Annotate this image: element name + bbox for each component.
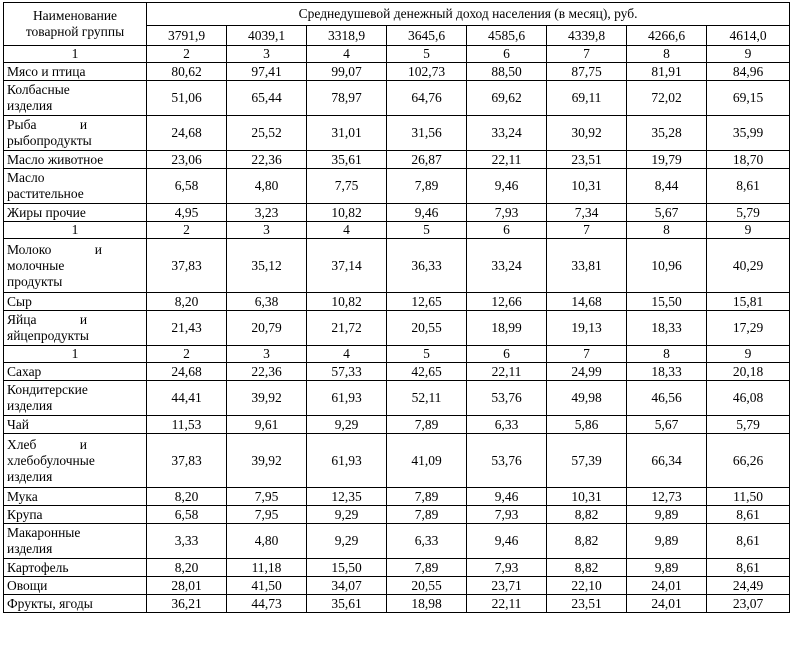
column-index-cell: 8 [627,46,707,63]
value-cell: 17,29 [707,311,790,346]
product-group-name: Молоко и молочные продукты [4,239,147,293]
product-group-name: Кондитерские изделия [4,381,147,416]
value-cell: 8,61 [707,169,790,204]
value-cell: 6,33 [387,524,467,559]
value-cell: 9,46 [467,488,547,506]
value-cell: 24,49 [707,577,790,595]
table-row [4,151,790,169]
value-cell: 7,89 [387,169,467,204]
value-cell: 18,33 [627,363,707,381]
value-cell: 40,29 [707,239,790,293]
value-cell: 11,53 [147,416,227,434]
product-group-name: Мука [4,488,147,506]
table-row [4,63,790,81]
value-cell: 10,31 [547,169,627,204]
value-cell: 3,23 [227,204,307,222]
column-index-cell: 4 [307,222,387,239]
value-cell: 12,35 [307,488,387,506]
value-cell: 8,82 [547,524,627,559]
column-index-cell: 8 [627,222,707,239]
value-cell: 39,92 [227,381,307,416]
column-index-cell: 6 [467,222,547,239]
value-cell: 41,09 [387,434,467,488]
value-cell: 7,93 [467,506,547,524]
value-cell: 23,06 [147,151,227,169]
value-cell: 8,61 [707,559,790,577]
value-cell: 22,11 [467,595,547,613]
value-cell: 26,87 [387,151,467,169]
product-group-name: Сыр [4,293,147,311]
value-cell: 97,41 [227,63,307,81]
column-index-cell: 2 [147,222,227,239]
value-cell: 8,44 [627,169,707,204]
value-cell: 34,07 [307,577,387,595]
value-cell: 46,56 [627,381,707,416]
value-cell: 9,46 [467,169,547,204]
value-cell: 19,13 [547,311,627,346]
column-index-row [4,46,790,63]
income-header: 3791,9 [147,26,227,46]
value-cell: 33,24 [467,239,547,293]
column-index-cell: 4 [307,346,387,363]
value-cell: 31,01 [307,116,387,151]
value-cell: 18,99 [467,311,547,346]
value-cell: 35,99 [707,116,790,151]
column-index-cell: 1 [4,222,147,239]
value-cell: 24,68 [147,363,227,381]
product-group-name: Картофель [4,559,147,577]
value-cell: 61,93 [307,381,387,416]
column-index-row [4,346,790,363]
value-cell: 11,50 [707,488,790,506]
value-cell: 22,36 [227,151,307,169]
value-cell: 35,28 [627,116,707,151]
product-group-name: Масло животное [4,151,147,169]
table-row [4,506,790,524]
value-cell: 12,73 [627,488,707,506]
column-index-cell: 7 [547,46,627,63]
product-group-name: Жиры прочие [4,204,147,222]
value-cell: 69,15 [707,81,790,116]
value-cell: 18,98 [387,595,467,613]
product-group-name: Сахар [4,363,147,381]
value-cell: 31,56 [387,116,467,151]
value-cell: 69,11 [547,81,627,116]
value-cell: 23,07 [707,595,790,613]
value-cell: 33,81 [547,239,627,293]
value-cell: 69,62 [467,81,547,116]
column-index-cell: 9 [707,222,790,239]
column-index-cell: 8 [627,346,707,363]
value-cell: 5,86 [547,416,627,434]
value-cell: 7,89 [387,559,467,577]
value-cell: 4,95 [147,204,227,222]
value-cell: 87,75 [547,63,627,81]
column-index-cell: 1 [4,46,147,63]
value-cell: 66,34 [627,434,707,488]
group-header-line1: Наименование [32,8,118,23]
value-cell: 21,72 [307,311,387,346]
value-cell: 72,02 [627,81,707,116]
table-row [4,416,790,434]
value-cell: 36,21 [147,595,227,613]
value-cell: 9,89 [627,506,707,524]
value-cell: 9,29 [307,524,387,559]
value-cell: 9,61 [227,416,307,434]
value-cell: 15,50 [627,293,707,311]
value-cell: 24,68 [147,116,227,151]
value-cell: 52,11 [387,381,467,416]
value-cell: 53,76 [467,381,547,416]
column-index-cell: 9 [707,346,790,363]
product-group-name: Масло растительное [4,169,147,204]
value-cell: 6,58 [147,506,227,524]
product-group-name: Мясо и птица [4,63,147,81]
column-index-cell: 3 [227,46,307,63]
value-cell: 10,82 [307,293,387,311]
value-cell: 6,33 [467,416,547,434]
table-row [4,239,790,293]
product-group-name: Крупа [4,506,147,524]
income-header: 4585,6 [467,26,547,46]
value-cell: 7,93 [467,204,547,222]
value-cell: 8,82 [547,506,627,524]
value-cell: 8,61 [707,506,790,524]
value-cell: 20,18 [707,363,790,381]
value-cell: 24,99 [547,363,627,381]
value-cell: 8,20 [147,488,227,506]
column-index-cell: 2 [147,346,227,363]
value-cell: 42,65 [387,363,467,381]
value-cell: 39,92 [227,434,307,488]
income-header: 4266,6 [627,26,707,46]
value-cell: 9,29 [307,506,387,524]
value-cell: 23,51 [547,151,627,169]
value-cell: 15,81 [707,293,790,311]
consumption-table [3,2,790,613]
column-index-cell: 6 [467,346,547,363]
value-cell: 7,89 [387,416,467,434]
value-cell: 7,89 [387,488,467,506]
product-group-name: Колбасные изделия [4,81,147,116]
value-cell: 11,18 [227,559,307,577]
value-cell: 23,71 [467,577,547,595]
value-cell: 14,68 [547,293,627,311]
value-cell: 22,10 [547,577,627,595]
value-cell: 84,96 [707,63,790,81]
value-cell: 10,82 [307,204,387,222]
value-cell: 41,50 [227,577,307,595]
value-cell: 37,14 [307,239,387,293]
value-cell: 33,24 [467,116,547,151]
value-cell: 65,44 [227,81,307,116]
table-row [4,363,790,381]
value-cell: 53,76 [467,434,547,488]
value-cell: 4,80 [227,524,307,559]
income-header: 3318,9 [307,26,387,46]
value-cell: 78,97 [307,81,387,116]
value-cell: 57,33 [307,363,387,381]
table-row [4,116,790,151]
value-cell: 3,33 [147,524,227,559]
product-group-name: Макаронные изделия [4,524,147,559]
value-cell: 20,55 [387,311,467,346]
value-cell: 9,46 [387,204,467,222]
value-cell: 20,79 [227,311,307,346]
product-group-name: Яйца и яйцепродукты [4,311,147,346]
column-index-cell: 5 [387,46,467,63]
product-group-name: Хлеб и хлебобулочные изделия [4,434,147,488]
product-group-name: Фрукты, ягоды [4,595,147,613]
value-cell: 5,67 [627,204,707,222]
column-index-cell: 5 [387,346,467,363]
value-cell: 24,01 [627,577,707,595]
value-cell: 20,55 [387,577,467,595]
value-cell: 61,93 [307,434,387,488]
value-cell: 102,73 [387,63,467,81]
value-cell: 36,33 [387,239,467,293]
value-cell: 37,83 [147,239,227,293]
value-cell: 7,95 [227,488,307,506]
table-body [4,46,790,613]
column-index-cell: 5 [387,222,467,239]
column-index-cell: 3 [227,222,307,239]
value-cell: 35,61 [307,595,387,613]
value-cell: 88,50 [467,63,547,81]
column-index-cell: 2 [147,46,227,63]
table-row [4,311,790,346]
value-cell: 57,39 [547,434,627,488]
table-row [4,81,790,116]
income-header: 4614,0 [707,26,790,46]
value-cell: 8,61 [707,524,790,559]
value-cell: 28,01 [147,577,227,595]
value-cell: 9,89 [627,559,707,577]
table-row [4,488,790,506]
value-cell: 8,20 [147,559,227,577]
value-cell: 99,07 [307,63,387,81]
column-index-cell: 9 [707,46,790,63]
value-cell: 4,80 [227,169,307,204]
value-cell: 64,76 [387,81,467,116]
value-cell: 6,38 [227,293,307,311]
column-index-cell: 7 [547,346,627,363]
income-header: 4039,1 [227,26,307,46]
value-cell: 9,89 [627,524,707,559]
value-cell: 37,83 [147,434,227,488]
value-cell: 7,93 [467,559,547,577]
value-cell: 44,41 [147,381,227,416]
value-cell: 35,12 [227,239,307,293]
value-cell: 18,33 [627,311,707,346]
column-index-row [4,222,790,239]
column-index-cell: 3 [227,346,307,363]
value-cell: 7,34 [547,204,627,222]
value-cell: 5,79 [707,416,790,434]
value-cell: 5,67 [627,416,707,434]
value-cell: 19,79 [627,151,707,169]
value-cell: 7,75 [307,169,387,204]
value-cell: 9,46 [467,524,547,559]
value-cell: 51,06 [147,81,227,116]
table-row [4,524,790,559]
value-cell: 12,66 [467,293,547,311]
value-cell: 15,50 [307,559,387,577]
value-cell: 30,92 [547,116,627,151]
income-caption: Среднедушевой денежный доход населения (в месяц), руб. [147,3,790,26]
value-cell: 18,70 [707,151,790,169]
value-cell: 46,08 [707,381,790,416]
group-column-header [4,3,147,46]
value-cell: 8,82 [547,559,627,577]
value-cell: 80,62 [147,63,227,81]
value-cell: 5,79 [707,204,790,222]
value-cell: 66,26 [707,434,790,488]
value-cell: 10,96 [627,239,707,293]
value-cell: 8,20 [147,293,227,311]
table-row [4,381,790,416]
value-cell: 21,43 [147,311,227,346]
product-group-name: Чай [4,416,147,434]
table-row [4,169,790,204]
value-cell: 22,36 [227,363,307,381]
table-row [4,559,790,577]
group-header-line2: товарной группы [25,24,125,39]
value-cell: 7,89 [387,506,467,524]
product-group-name: Овощи [4,577,147,595]
income-header: 4339,8 [547,26,627,46]
value-cell: 23,51 [547,595,627,613]
value-cell: 6,58 [147,169,227,204]
value-cell: 22,11 [467,151,547,169]
value-cell: 12,65 [387,293,467,311]
value-cell: 25,52 [227,116,307,151]
value-cell: 24,01 [627,595,707,613]
value-cell: 35,61 [307,151,387,169]
value-cell: 7,95 [227,506,307,524]
value-cell: 9,29 [307,416,387,434]
table-row [4,434,790,488]
column-index-cell: 1 [4,346,147,363]
value-cell: 44,73 [227,595,307,613]
table-row [4,293,790,311]
value-cell: 10,31 [547,488,627,506]
product-group-name: Рыба и рыбопродукты [4,116,147,151]
column-index-cell: 4 [307,46,387,63]
value-cell: 22,11 [467,363,547,381]
table-row [4,577,790,595]
table-row [4,595,790,613]
value-cell: 81,91 [627,63,707,81]
column-index-cell: 7 [547,222,627,239]
table-row [4,204,790,222]
column-index-cell: 6 [467,46,547,63]
value-cell: 49,98 [547,381,627,416]
income-header: 3645,6 [387,26,467,46]
